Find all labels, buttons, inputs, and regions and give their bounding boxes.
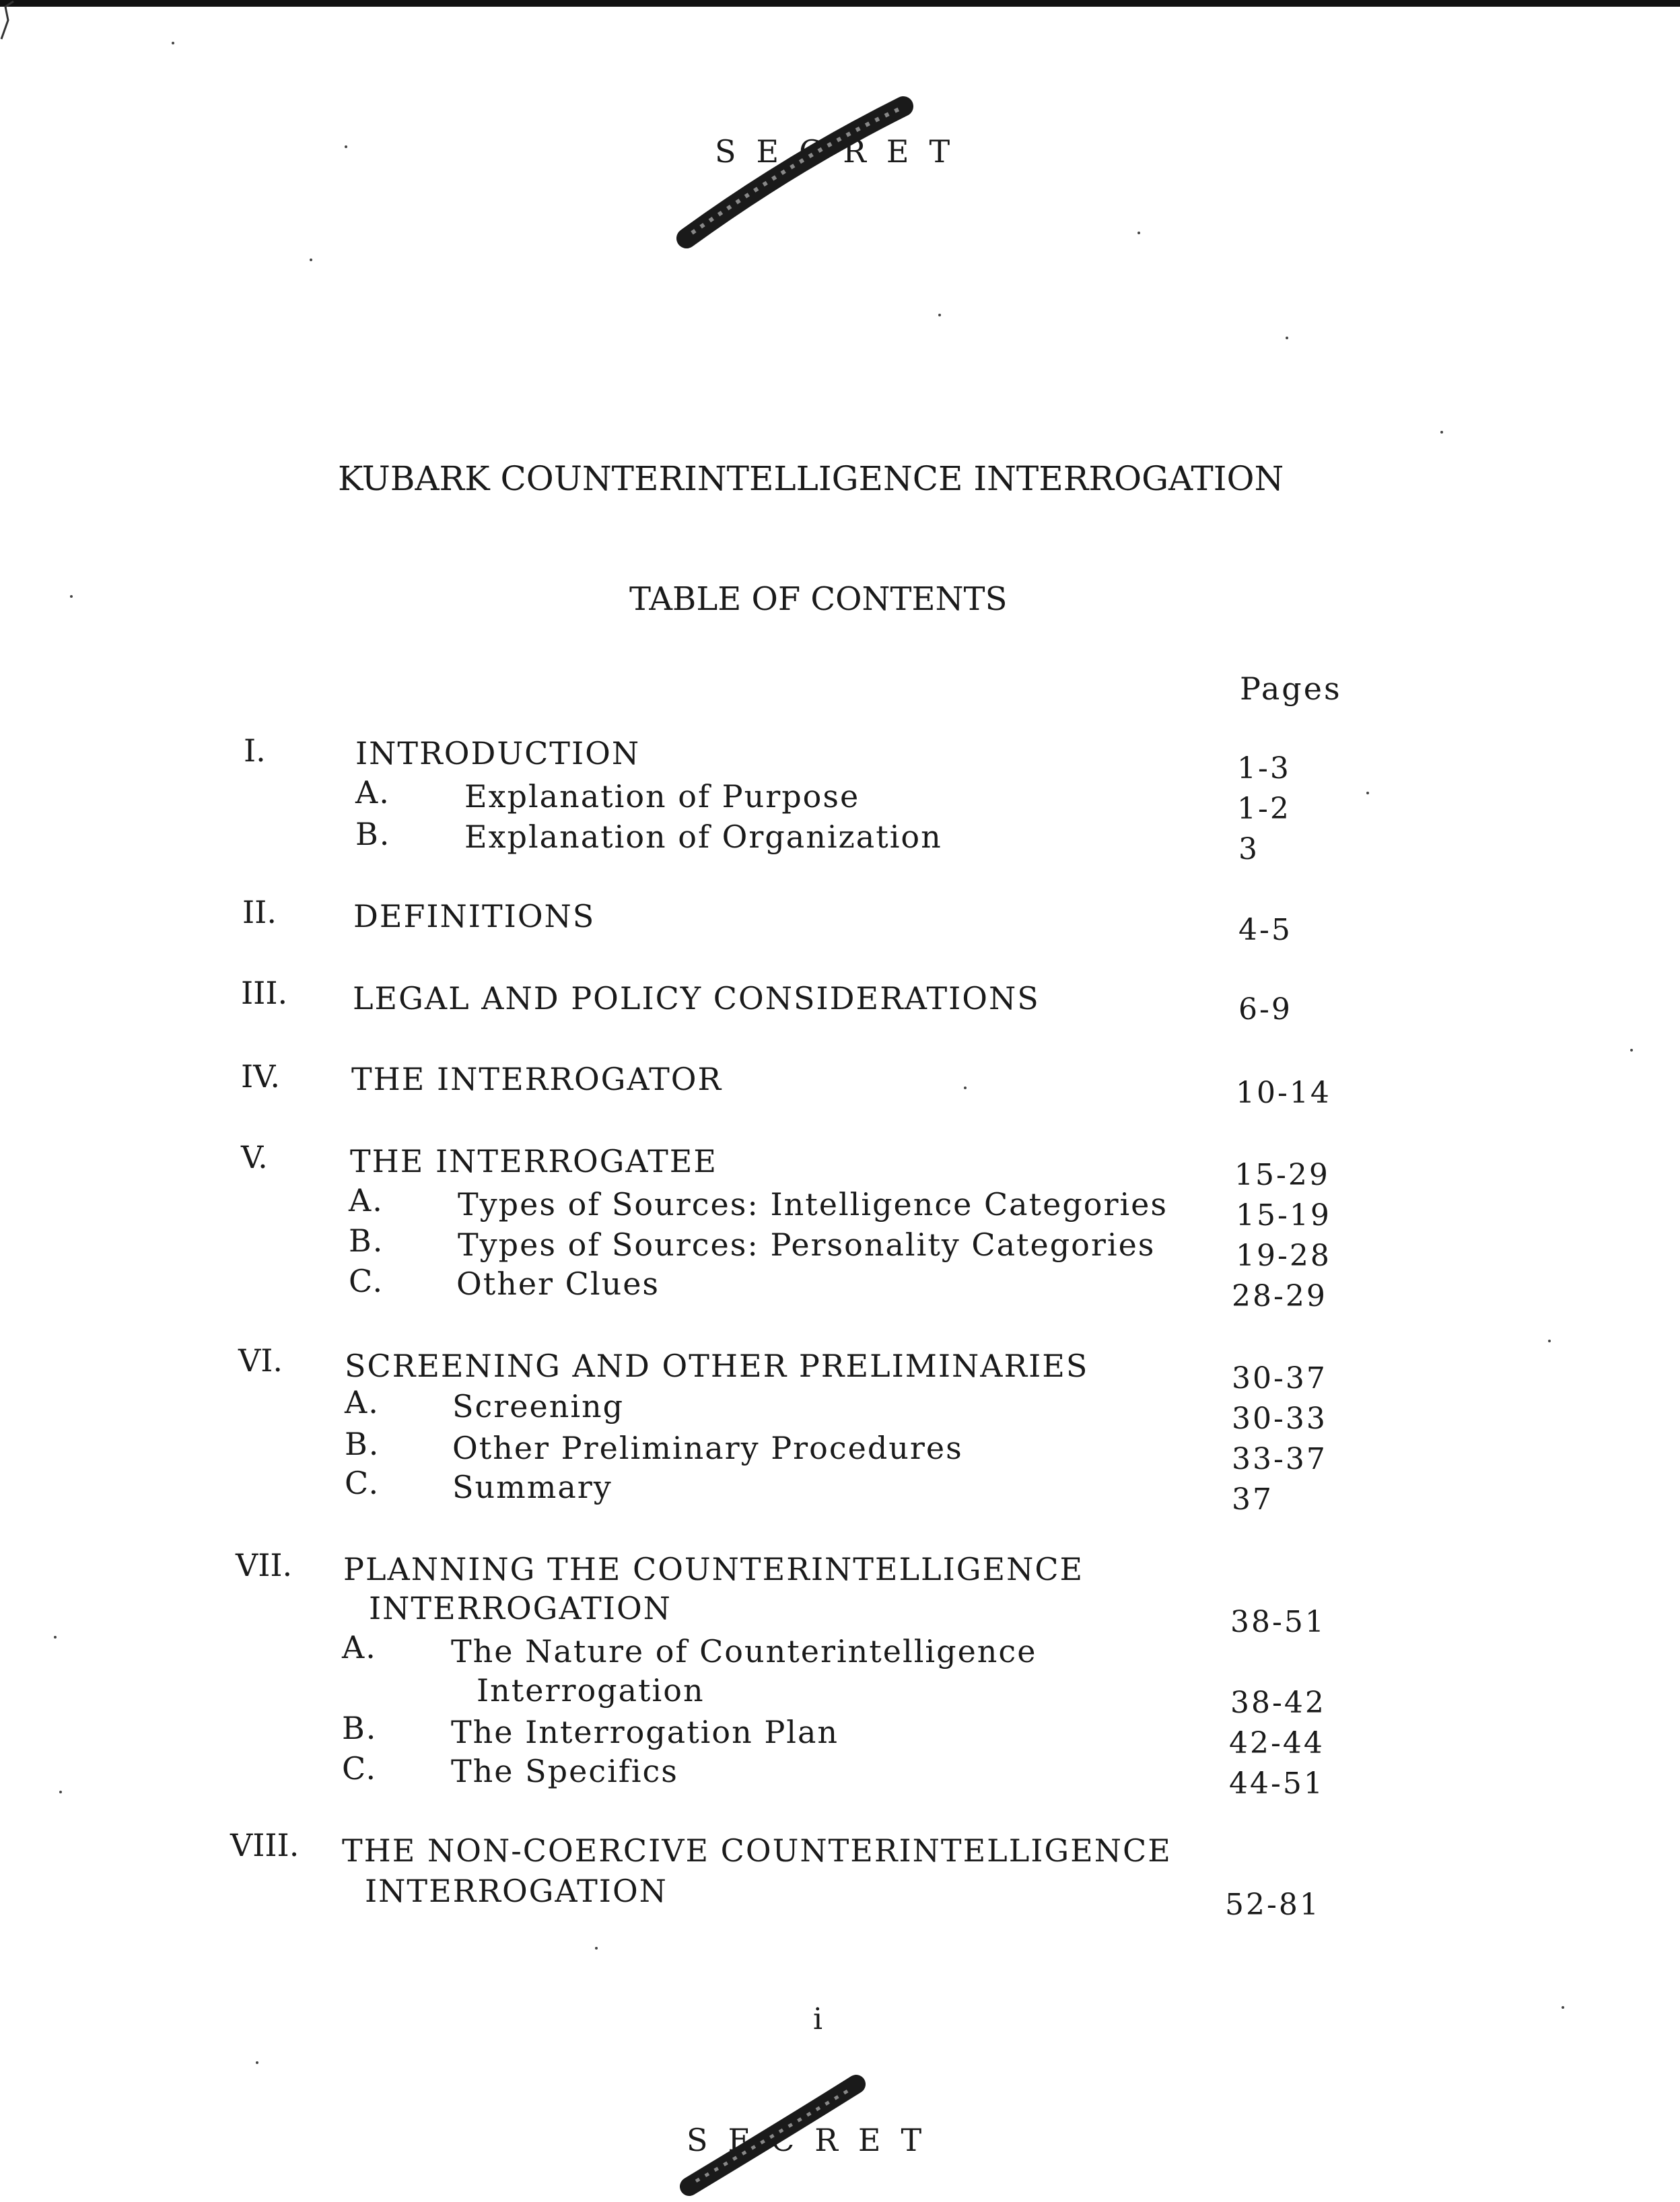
scan-corner-mark	[0, 0, 20, 40]
speck	[1286, 337, 1288, 339]
section-title: THE INTERROGATEE	[350, 1143, 718, 1179]
subsection-title: Explanation of Organization	[464, 819, 942, 855]
speck	[256, 2061, 258, 2064]
subsection-title: Types of Sources: Personality Categories	[458, 1227, 1156, 1263]
subsection-title: Screening	[452, 1388, 625, 1424]
speck	[1366, 792, 1369, 794]
speck	[1138, 232, 1140, 234]
speck	[345, 145, 347, 148]
subsection-letter: C.	[349, 1263, 384, 1299]
section-title: INTRODUCTION	[355, 735, 641, 771]
section-pages: 4-5	[1238, 913, 1292, 947]
speck	[1548, 1340, 1551, 1342]
subsection-pages: 42-44	[1229, 1726, 1325, 1760]
subsection-title-continued: Interrogation	[477, 1672, 705, 1709]
subsection-pages: 19-28	[1236, 1239, 1331, 1273]
header-classification-marking: SECRET	[715, 133, 971, 170]
subsection-letter: A.	[349, 1182, 384, 1218]
speck	[172, 42, 174, 44]
section-title: THE NON-COERCIVE COUNTERINTELLIGENCE	[342, 1832, 1172, 1869]
section-pages: 1-3	[1237, 751, 1291, 786]
subsection-letter: B.	[349, 1223, 384, 1259]
subsection-letter: C.	[342, 1750, 378, 1787]
footer-classification-marking: SECRET	[687, 2122, 942, 2158]
speck	[964, 1087, 967, 1089]
speck	[595, 1947, 598, 1950]
subsection-pages: 38-42	[1230, 1686, 1326, 1720]
subsection-title: The Nature of Counterintelligence	[451, 1633, 1037, 1670]
section-number: VII.	[236, 1547, 293, 1583]
section-pages: 10-14	[1236, 1076, 1331, 1110]
scan-top-edge	[0, 0, 1680, 7]
subsection-title: The Specifics	[451, 1753, 678, 1789]
section-number: IV.	[241, 1058, 280, 1095]
subsection-pages: 37	[1232, 1482, 1273, 1517]
speck	[1562, 2006, 1564, 2009]
section-pages: 52-81	[1225, 1888, 1321, 1922]
subsection-letter: B.	[342, 1710, 378, 1746]
section-pages: 6-9	[1238, 992, 1292, 1027]
section-title: DEFINITIONS	[353, 898, 596, 934]
subsection-pages: 3	[1238, 832, 1259, 866]
subsection-title: Explanation of Purpose	[464, 778, 860, 815]
section-number: III.	[241, 975, 288, 1011]
subsection-pages: 28-29	[1232, 1279, 1327, 1313]
section-number: I.	[244, 732, 266, 769]
section-pages: 38-51	[1230, 1605, 1326, 1639]
subsection-title: Types of Sources: Intelligence Categories	[458, 1186, 1168, 1223]
speck	[938, 314, 941, 316]
subsection-letter: B.	[345, 1426, 380, 1462]
speck	[1630, 1049, 1633, 1052]
subsection-pages: 33-37	[1232, 1442, 1327, 1476]
section-number: II.	[242, 894, 277, 930]
speck	[310, 259, 312, 261]
section-number: V.	[241, 1139, 268, 1175]
page-number: i	[813, 2002, 823, 2036]
subsection-letter: A.	[355, 774, 390, 811]
subsection-letter: B.	[355, 816, 391, 852]
subsection-title: The Interrogation Plan	[451, 1714, 839, 1750]
section-title: THE INTERROGATOR	[351, 1061, 723, 1097]
section-title: PLANNING THE COUNTERINTELLIGENCE	[343, 1551, 1084, 1587]
speck	[59, 1791, 62, 1793]
speck	[70, 595, 73, 598]
section-title-continued: INTERROGATION	[369, 1590, 672, 1626]
subsection-title: Other Clues	[456, 1266, 660, 1302]
section-number: VI.	[238, 1342, 283, 1379]
header-redaction-stroke	[672, 94, 914, 256]
toc-heading: TABLE OF CONTENTS	[629, 580, 1008, 618]
subsection-pages: 15-19	[1236, 1198, 1331, 1233]
speck	[54, 1636, 57, 1639]
speck	[1440, 431, 1443, 434]
pages-column-heading: Pages	[1240, 670, 1342, 707]
subsection-letter: A.	[345, 1384, 380, 1420]
section-title: LEGAL AND POLICY CONSIDERATIONS	[353, 980, 1040, 1017]
section-number: VIII.	[230, 1827, 300, 1863]
document-title: KUBARK COUNTERINTELLIGENCE INTERROGATION	[338, 459, 1284, 498]
section-title: SCREENING AND OTHER PRELIMINARIES	[345, 1348, 1089, 1384]
section-pages: 30-37	[1232, 1361, 1327, 1396]
section-pages: 15-29	[1234, 1158, 1330, 1192]
subsection-letter: A.	[342, 1629, 377, 1665]
subsection-title: Summary	[452, 1469, 612, 1505]
subsection-pages: 44-51	[1229, 1766, 1325, 1801]
section-title-continued: INTERROGATION	[365, 1873, 668, 1909]
subsection-title: Other Preliminary Procedures	[452, 1430, 963, 1466]
subsection-pages: 30-33	[1232, 1402, 1327, 1436]
subsection-letter: C.	[345, 1465, 380, 1501]
subsection-pages: 1-2	[1237, 792, 1291, 826]
